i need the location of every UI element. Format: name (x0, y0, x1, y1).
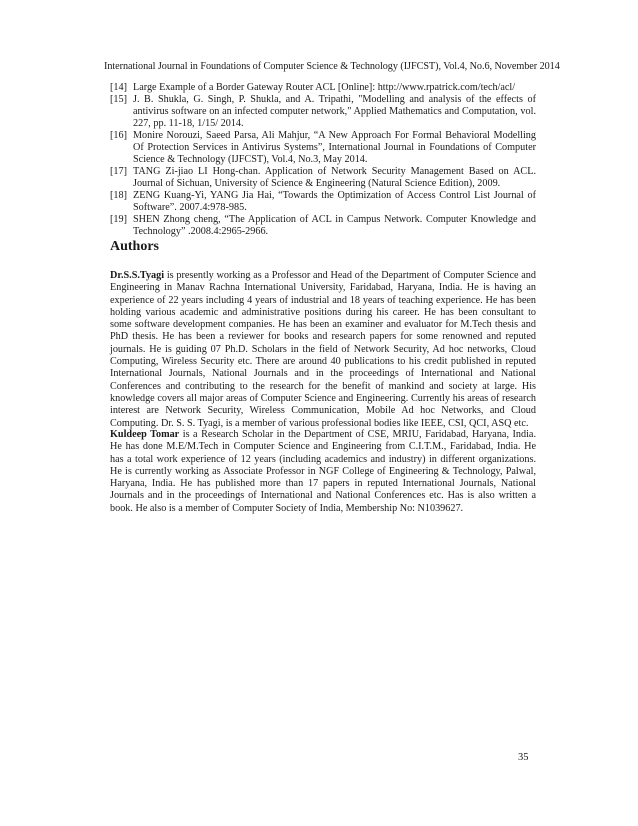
reference-number: [17] (110, 166, 127, 177)
reference-number: [15] (110, 94, 127, 105)
reference-item (110, 130, 536, 166)
reference-item (110, 190, 536, 214)
reference-number: [18] (110, 190, 127, 201)
author-name: Kuldeep Tomar (110, 429, 180, 440)
reference-text: SHEN Zhong cheng, “The Application of ACL in Campus Network. Computer Knowledge and Technology” .2008.4:2965-2966. (133, 214, 536, 237)
reference-item (110, 214, 536, 238)
reference-text: TANG Zi-jiao LI Hong-chan. Application of Network Security Management Based on ACL. Journal of Sichuan, University of Science & Engineering (Natural Science Edition), 2009. (133, 166, 536, 189)
reference-list (110, 82, 536, 238)
reference-text: J. B. Shukla, G. Singh, P. Shukla, and A. Tripathi, "Modelling and analysis of the effects of antivirus software on an infected computer network," Applied Mathematics and Computation, vol. 227, pp. 11-18, 1/15/ 2014. (133, 94, 536, 129)
authors-heading: Authors (110, 239, 160, 254)
journal-header: International Journal in Foundations of Computer Science & Technology (IJFCST), Vol.4, No.6, November 2014 (104, 61, 560, 72)
reference-number: [16] (110, 130, 127, 141)
reference-item (110, 82, 536, 94)
author-bio-text: is a Research Scholar in the Department of CSE, MRIU, Faridabad, Haryana, India. He has done M.E/M.Tech in Computer Science and Engineering from C.I.T.M., Faridabad, India. He has a total work experience of 12 years (including academics and industry) in different organizations. He is currently working as Associate Professor in NGF College of Engineering & Technology, Palwal, Haryana, India. He has published more than 17 papers in reputed International Journals, National Journals and in the proceedings of International and National Conferences etc. Has is also written a book. He also is a member of Computer Society of India, Membership No: N1039627. (110, 429, 536, 514)
reference-text: ZENG Kuang-Yi, YANG Jia Hai, “Towards the Optimization of Access Control List Journal of Software”. 2007.4:978-985. (133, 190, 536, 213)
page-number: 35 (518, 752, 529, 763)
author-bio (110, 270, 536, 430)
reference-text: Monire Norouzi, Saeed Parsa, Ali Mahjur, “A New Approach For Formal Behavioral Modelling Of Protection Services in Antivirus Systems”, International Journal in Foundations of Computer Science & Technology (IJFCST), Vol.4, No.3, May 2014. (133, 130, 536, 165)
reference-item (110, 94, 536, 130)
reference-item (110, 166, 536, 190)
author-bio (110, 429, 536, 515)
reference-text: Large Example of a Border Gateway Router ACL [Online]: http://www.rpatrick.com/tech/acl/ (133, 82, 516, 93)
author-name: Dr.S.S.Tyagi (110, 270, 165, 281)
author-bio-text: is presently working as a Professor and Head of the Department of Computer Science and Engineering in Manav Rachna International University, Faridabad, Haryana, India. He is having an experience of 22 years including 4 years of industrial and 18 years of teaching experience. He has been holding various academic and administrative positions during his career. He has been consultant to some software development companies. He has been an examiner and evaluator for M.Tech thesis and PhD thesis. He has been a reviewer for books and research papers for some renowned and reputed journals. He is guiding 07 Ph.D. Scholars in the field of Network Security, Ad hoc networks, Cloud Computing, Wireless Security etc. There are around 40 publications to his credit published in reputed International Journals, National Journals and in the proceedings of International and National Conferences and contributing to the research for the benefit of mankind and society at large. His knowledge covers all major areas of Computer Science and Engineering. Currently his areas of research interest are Network Security, Wireless Communication, Mobile Ad hoc Networks, and Cloud Computing. Dr. S. S. Tyagi, is a member of various professional bodies like IEEE, CSI, QCI, ASQ etc. (110, 270, 536, 429)
reference-number: [14] (110, 82, 127, 93)
reference-number: [19] (110, 214, 127, 225)
